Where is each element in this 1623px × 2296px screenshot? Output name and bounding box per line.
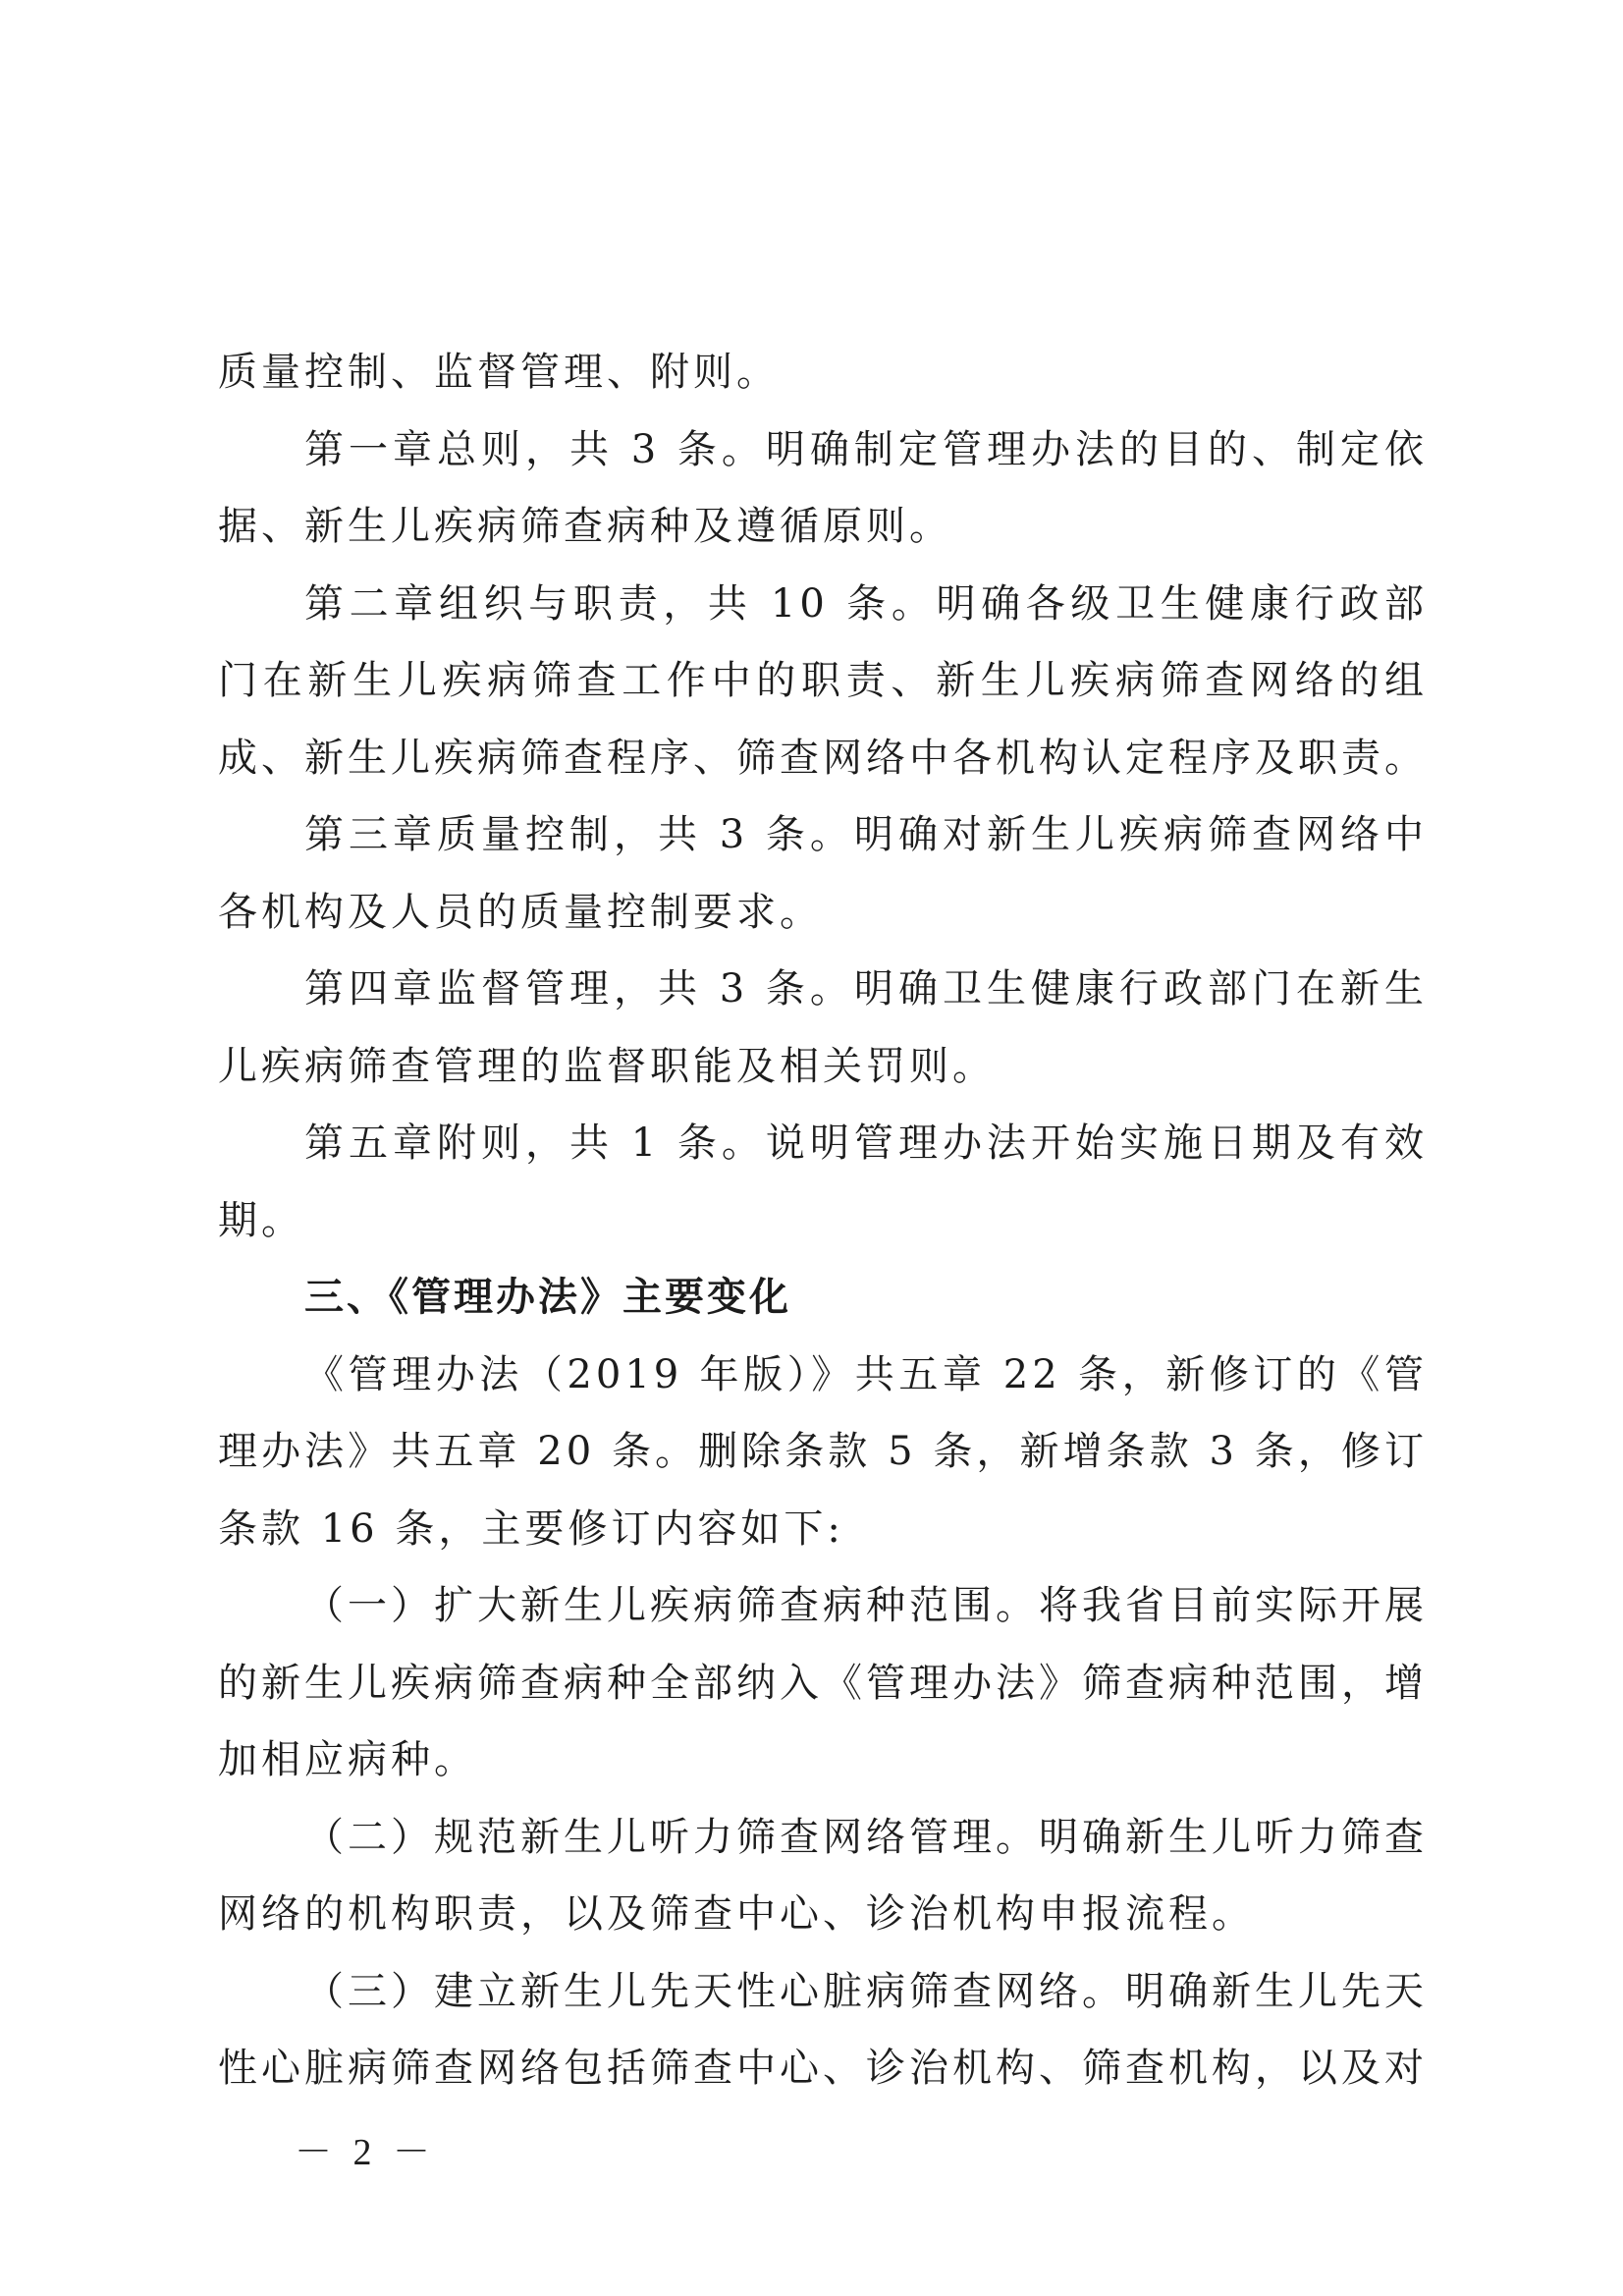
paragraph-revision-3: （三）建立新生儿先天性心脏病筛查网络。明确新生儿先天性心脏病筛查网络包括筛查中心、诊治机构、筛查机构，以及对 (218, 1968, 1428, 2091)
paragraph-revision-summary: 《管理办法（2019 年版）》共五章 22 条，新修订的《管理办法》共五章 20 条。删除条款 5 条，新增条款 3 条，修订条款 16 条，主要修订内容如下: (218, 1351, 1428, 1552)
paragraph-revision-2: （二）规范新生儿听力筛查网络管理。明确新生儿听力筛查网络的机构职责，以及筛查中心、诊治机构申报流程。 (218, 1814, 1428, 1937)
page-number: － 2 － (295, 2132, 437, 2173)
paragraph-chapter-4: 第四章监督管理，共 3 条。明确卫生健康行政部门在新生儿疾病筛查管理的监督职能及相关罚则。 (218, 966, 1428, 1089)
document-body (218, 334, 1428, 2107)
paragraph-chapter-1: 第一章总则，共 3 条。明确制定管理办法的目的、制定依据、新生儿疾病筛查病种及遵循原则。 (218, 426, 1428, 549)
section-heading: 三、《管理办法》主要变化 (304, 1275, 791, 1320)
paragraph-chapter-2: 第二章组织与职责，共 10 条。明确各级卫生健康行政部门在新生儿疾病筛查工作中的职责、新生儿疾病筛查网络的组成、新生儿疾病筛查程序、筛查网络中各机构认定程序及职责。 (218, 580, 1428, 781)
paragraph-continuation: 质量控制、监督管理、附则。 (218, 350, 780, 395)
paragraph-chapter-5: 第五章附则，共 1 条。说明管理办法开始实施日期及有效期。 (218, 1121, 1428, 1243)
paragraph-chapter-3: 第三章质量控制，共 3 条。明确对新生儿疾病筛查网络中各机构及人员的质量控制要求。 (218, 812, 1428, 935)
paragraph-revision-1: （一）扩大新生儿疾病筛查病种范围。将我省目前实际开展的新生儿疾病筛查病种全部纳入《管理办法》筛查病种范围，增加相应病种。 (218, 1583, 1428, 1782)
